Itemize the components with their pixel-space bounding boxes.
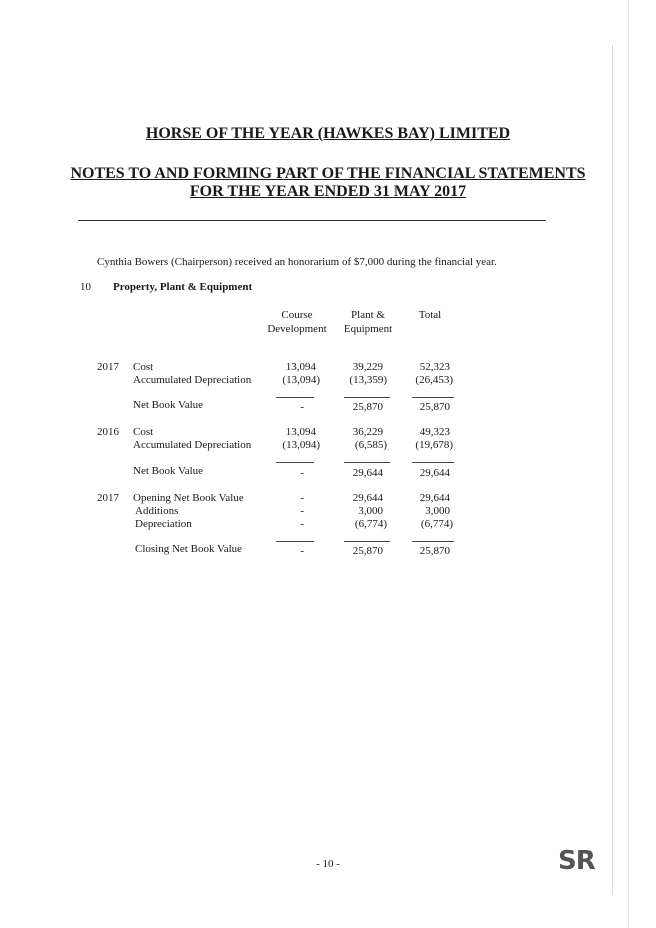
course-value: - bbox=[300, 401, 304, 413]
header-rule bbox=[78, 220, 546, 221]
subtotal-rule bbox=[344, 541, 390, 542]
subtotal-rule bbox=[276, 462, 314, 463]
row-label: Net Book Value bbox=[133, 465, 204, 477]
total-value: (19,678) bbox=[415, 439, 453, 451]
plant-value: 25,870 bbox=[352, 545, 383, 557]
row-label: Additions bbox=[135, 505, 179, 517]
course-value: - bbox=[300, 518, 304, 530]
notes-title-line1: NOTES TO AND FORMING PART OF THE FINANCIAL STATEMENTS bbox=[70, 165, 586, 182]
year-label: 2017 bbox=[97, 361, 119, 373]
col-header-plant-line2: Equipment bbox=[343, 323, 393, 335]
subtotal-rule bbox=[276, 541, 314, 542]
section-title: Property, Plant & Equipment bbox=[113, 281, 253, 293]
row-label: Depreciation bbox=[135, 518, 192, 530]
course-value: (13,094) bbox=[282, 439, 320, 451]
plant-value: (13,359) bbox=[349, 374, 387, 386]
subtotal-rule bbox=[412, 462, 454, 463]
plant-value: 29,644 bbox=[352, 492, 383, 504]
total-value: (6,774) bbox=[420, 518, 453, 530]
row-label: Closing Net Book Value bbox=[135, 543, 243, 555]
plant-value: 36,229 bbox=[352, 426, 383, 438]
row-label: Accumulated Depreciation bbox=[133, 439, 252, 451]
page-number: - 10 - bbox=[316, 858, 340, 870]
col-header-plant-line1: Plant & bbox=[351, 309, 385, 321]
col-header-course-line1: Course bbox=[281, 309, 313, 321]
col-header-total: Total bbox=[418, 309, 442, 321]
course-value: - bbox=[300, 492, 304, 504]
course-value: - bbox=[300, 467, 304, 479]
row-label: Net Book Value bbox=[133, 399, 204, 411]
plant-value: 29,644 bbox=[352, 467, 383, 479]
course-value: - bbox=[300, 505, 304, 517]
total-value: 29,644 bbox=[419, 467, 450, 479]
total-value: (26,453) bbox=[415, 374, 453, 386]
course-value: (13,094) bbox=[282, 374, 320, 386]
initials-signature: SR bbox=[558, 846, 595, 876]
course-value: 13,094 bbox=[285, 426, 316, 438]
plant-value: (6,774) bbox=[354, 518, 387, 530]
total-value: 52,323 bbox=[419, 361, 450, 373]
plant-value: (6,585) bbox=[354, 439, 387, 451]
col-header-course-line2: Development bbox=[267, 323, 327, 335]
year-label: 2017 bbox=[97, 492, 119, 504]
row-label: Accumulated Depreciation bbox=[133, 374, 252, 386]
course-value: - bbox=[300, 545, 304, 557]
total-value: 3,000 bbox=[425, 505, 450, 517]
notes-title-line2: FOR THE YEAR ENDED 31 MAY 2017 bbox=[189, 183, 467, 200]
section-number: 10 bbox=[80, 281, 91, 293]
col-header-course bbox=[262, 308, 332, 336]
plant-value: 3,000 bbox=[358, 505, 383, 517]
total-value: 29,644 bbox=[419, 492, 450, 504]
subtotal-rule bbox=[344, 397, 390, 398]
plant-value: 25,870 bbox=[352, 401, 383, 413]
plant-value: 39,229 bbox=[352, 361, 383, 373]
row-label: Cost bbox=[133, 361, 154, 373]
year-label: 2016 bbox=[97, 426, 119, 438]
subtotal-rule bbox=[412, 541, 454, 542]
subtotal-rule bbox=[412, 397, 454, 398]
total-value: 49,323 bbox=[419, 426, 450, 438]
row-label: Cost bbox=[133, 426, 154, 438]
course-value: 13,094 bbox=[285, 361, 316, 373]
company-title: HORSE OF THE YEAR (HAWKES BAY) LIMITED bbox=[145, 125, 511, 142]
subtotal-rule bbox=[344, 462, 390, 463]
honorarium-paragraph: Cynthia Bowers (Chairperson) received an honorarium of $7,000 during the financial year. bbox=[97, 256, 497, 268]
row-label: Opening Net Book Value bbox=[133, 492, 244, 504]
total-value: 25,870 bbox=[419, 545, 450, 557]
col-header-plant bbox=[338, 308, 398, 336]
total-value: 25,870 bbox=[419, 401, 450, 413]
subtotal-rule bbox=[276, 397, 314, 398]
